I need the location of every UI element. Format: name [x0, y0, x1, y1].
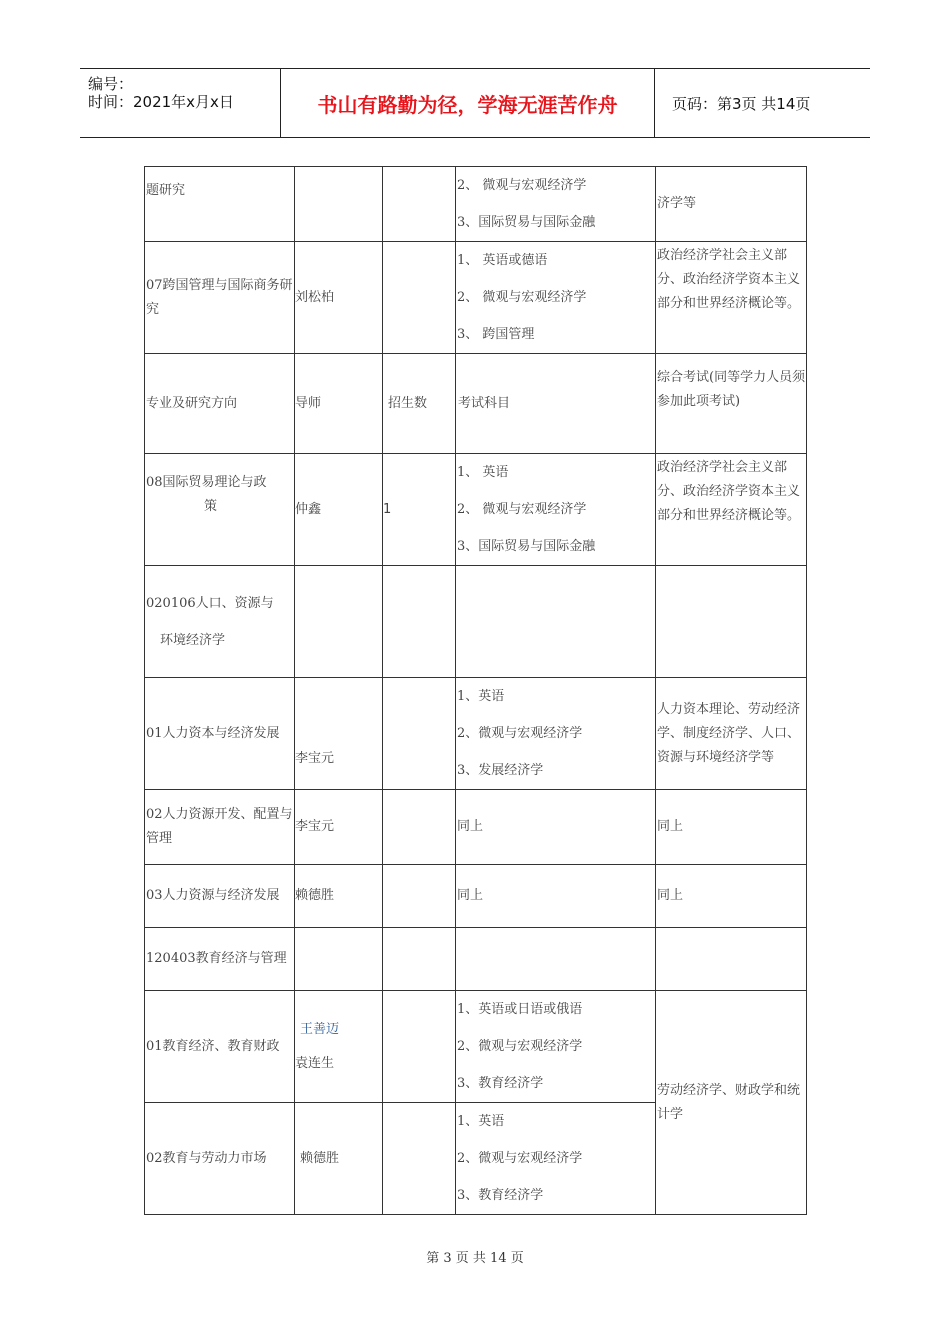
- subject-item: 2、微观与宏观经济学: [457, 1039, 583, 1054]
- direction-header: 专业及研究方向: [145, 354, 295, 454]
- direction-cell: 03人力资源与经济发展: [145, 865, 295, 928]
- direction-cell: 02人力资源开发、配置与管理: [145, 790, 295, 865]
- table-row: [145, 991, 807, 1103]
- note-header: 综合考试(同等学力人员须参加此项考试): [656, 354, 807, 454]
- direction-cell: 02教育与劳动力市场: [145, 1103, 295, 1215]
- advisor-name: 袁连生: [295, 1055, 335, 1071]
- subject-item: 3、发展经济学: [457, 763, 544, 778]
- note-cell: [656, 928, 807, 991]
- header-motto: 书山有路勤为径，学海无涯苦作舟: [281, 69, 655, 137]
- subject-item: 2、微观与宏观经济学: [457, 726, 583, 741]
- table-header-row: [145, 354, 807, 454]
- quota-cell: 1: [383, 454, 456, 566]
- table-row: [145, 678, 807, 790]
- header-meta: [80, 69, 281, 137]
- admissions-table: [144, 166, 807, 1215]
- table-row: [145, 242, 807, 354]
- direction-cell: [145, 566, 295, 678]
- note-cell: 劳动经济学、财政学和统计学: [656, 991, 807, 1215]
- direction-text: 020106人口、资源与: [146, 595, 274, 611]
- subject-item: 1、英语: [457, 689, 505, 704]
- advisor-cell: [295, 566, 383, 678]
- advisor-cell: 仲鑫: [295, 454, 383, 566]
- table-row: [145, 454, 807, 566]
- direction-cell: 07跨国管理与国际商务研究: [145, 242, 295, 354]
- note-cell: 人力资本理论、劳动经济学、制度经济学、人口、资源与环境经济学等: [656, 678, 807, 790]
- advisor-cell: [295, 167, 383, 242]
- subject-item: 2、 微观与宏观经济学: [457, 178, 587, 193]
- document-header: [80, 68, 870, 138]
- direction-cell: 01教育经济、教育财政: [145, 991, 295, 1103]
- quota-header: 招生数: [383, 354, 456, 454]
- advisor-cell: [295, 928, 383, 991]
- advisor-cell: 赖德胜: [295, 865, 383, 928]
- subject-item: 1、英语: [457, 1114, 505, 1129]
- direction-cell: [145, 454, 295, 566]
- subject-item: 1、英语或日语或俄语: [457, 1002, 583, 1017]
- table-row: [145, 865, 807, 928]
- subjects-cell: [456, 454, 656, 566]
- advisor-cell: 李宝元: [295, 790, 383, 865]
- table-row: [145, 566, 807, 678]
- note-cell: [656, 566, 807, 678]
- subjects-cell: [456, 991, 656, 1103]
- header-page-info: [664, 69, 870, 137]
- quota-cell: [383, 991, 456, 1103]
- subjects-cell: 同上: [456, 790, 656, 865]
- subjects-cell: [456, 928, 656, 991]
- note-cell: 同上: [656, 790, 807, 865]
- subjects-cell: [456, 566, 656, 678]
- advisor-cell: 刘松柏: [295, 242, 383, 354]
- page-info-text: 页码：第3页 共14页: [672, 94, 811, 113]
- subject-item: 2、微观与宏观经济学: [457, 1151, 583, 1166]
- quota-cell: [383, 242, 456, 354]
- subject-item: 3、教育经济学: [457, 1076, 544, 1091]
- subject-item: 1、 英语或德语: [457, 253, 548, 268]
- advisor-cell: [295, 991, 383, 1103]
- subjects-cell: [456, 167, 656, 242]
- subject-item: 3、 跨国管理: [457, 327, 535, 342]
- subjects-cell: [456, 678, 656, 790]
- advisor-name: 王善迈: [300, 1021, 340, 1037]
- subjects-cell: [456, 1103, 656, 1215]
- quota-cell: [383, 167, 456, 242]
- quota-cell: [383, 928, 456, 991]
- advisor-cell: 赖德胜: [295, 1103, 383, 1215]
- table-row: [145, 928, 807, 991]
- note-cell: 政治经济学社会主义部分、政治经济学资本主义部分和世界经济概论等。: [656, 242, 807, 354]
- subject-item: 3、教育经济学: [457, 1188, 544, 1203]
- number-label: 编号：: [88, 75, 134, 93]
- subject-item: 3、国际贸易与国际金融: [457, 215, 596, 230]
- advisor-header: 导师: [295, 354, 383, 454]
- note-cell: 济学等: [656, 167, 807, 242]
- page-footer: 第 3 页 共 14 页: [426, 1251, 524, 1266]
- time-label: 时间：2021年x月x日: [88, 93, 234, 111]
- subject-item: 3、国际贸易与国际金融: [457, 539, 596, 554]
- note-cell: 政治经济学社会主义部分、政治经济学资本主义部分和世界经济概论等。: [656, 454, 807, 566]
- direction-text: 环境经济学: [160, 632, 226, 648]
- quota-cell: [383, 1103, 456, 1215]
- subject-item: 2、 微观与宏观经济学: [457, 290, 587, 305]
- advisor-cell: 李宝元: [295, 678, 383, 790]
- direction-cell: 120403教育经济与管理: [145, 928, 295, 991]
- quota-cell: [383, 678, 456, 790]
- direction-cell: 题研究: [145, 167, 295, 242]
- quota-cell: [383, 865, 456, 928]
- quota-cell: [383, 566, 456, 678]
- direction-text: 策: [204, 499, 218, 514]
- direction-text: 08国际贸易理论与政: [146, 475, 267, 490]
- subject-item: 2、 微观与宏观经济学: [457, 502, 587, 517]
- subjects-header: 考试科目: [456, 354, 656, 454]
- note-cell: 同上: [656, 865, 807, 928]
- direction-cell: 01人力资本与经济发展: [145, 678, 295, 790]
- subjects-cell: [456, 242, 656, 354]
- subjects-cell: 同上: [456, 865, 656, 928]
- quota-cell: [383, 790, 456, 865]
- subject-item: 1、 英语: [457, 465, 509, 480]
- table-row: [145, 790, 807, 865]
- table-row: [145, 167, 807, 242]
